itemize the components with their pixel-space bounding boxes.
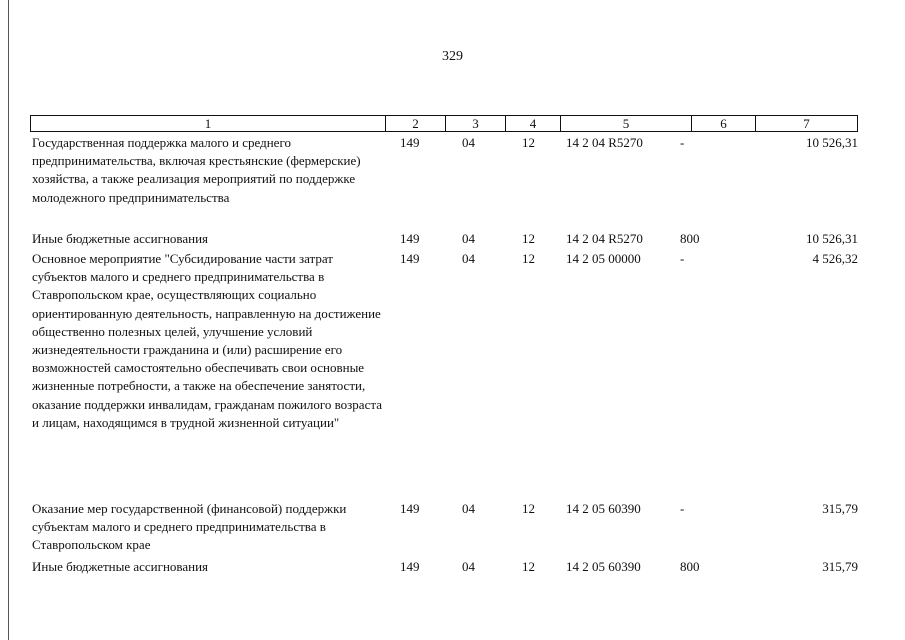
header-col-5: 5 xyxy=(560,116,691,131)
row-name: Оказание мер государственной (финансовой) поддержки субъектам малого и среднего предпринимательства в Ставропольском крае xyxy=(32,501,347,553)
row-name: Государственная поддержка малого и среднего предпринимательства, включая крестьянские (фермерские) хозяйства, а также реализация мероприятий по поддержке молодежного предпринимательства xyxy=(32,135,361,205)
page-number: 329 xyxy=(442,49,463,64)
row-code-5: 14 2 05 60390 xyxy=(566,501,641,516)
row-code-6: - xyxy=(680,501,685,516)
row-name: Основное мероприятие "Субсидирование части затрат субъектов малого и среднего предпринимательства в Ставропольском крае, осуществляющих социально ориентированную деятельность, направленную на достижение общественно полезных целей, улучшение условий жизнедеятельности гражданина и (или) расширение его возможностей самостоятельно обеспечивать свои основные жизненные потребности, а также на обеспечение занятости, оказание поддержки инвалидам, гражданам пожилого возраста и лицам, находящимся в трудной жизненной ситуации" xyxy=(32,251,382,430)
header-col-6: 6 xyxy=(691,116,755,131)
table-header-row xyxy=(30,115,858,132)
row-code-3: 04 xyxy=(462,559,475,574)
row-code-2: 149 xyxy=(400,135,420,150)
row-code-5: 14 2 04 R5270 xyxy=(566,135,643,150)
row-code-4: 12 xyxy=(522,135,535,150)
row-code-5: 14 2 05 60390 xyxy=(566,559,641,574)
row-code-6: - xyxy=(680,251,685,266)
row-amount: 315,79 xyxy=(822,501,858,516)
row-code-4: 12 xyxy=(522,231,535,246)
row-code-5: 14 2 05 00000 xyxy=(566,251,641,266)
row-code-4: 12 xyxy=(522,251,535,266)
row-code-2: 149 xyxy=(400,501,420,516)
row-code-4: 12 xyxy=(522,559,535,574)
row-code-3: 04 xyxy=(462,135,475,150)
header-col-4: 4 xyxy=(505,116,560,131)
row-code-6: 800 xyxy=(680,559,700,574)
row-code-3: 04 xyxy=(462,231,475,246)
row-code-2: 149 xyxy=(400,559,420,574)
page-margin-line xyxy=(8,0,9,640)
row-code-4: 12 xyxy=(522,501,535,516)
row-name: Иные бюджетные ассигнования xyxy=(32,231,209,246)
row-code-6: 800 xyxy=(680,231,700,246)
row-code-5: 14 2 04 R5270 xyxy=(566,231,643,246)
header-col-3: 3 xyxy=(445,116,505,131)
row-amount: 4 526,32 xyxy=(812,251,858,266)
header-col-1: 1 xyxy=(204,116,212,131)
row-code-2: 149 xyxy=(400,251,420,266)
row-name: Иные бюджетные ассигнования xyxy=(32,559,209,574)
row-amount: 315,79 xyxy=(822,559,858,574)
header-col-2: 2 xyxy=(385,116,445,131)
row-code-6: - xyxy=(680,135,685,150)
row-code-2: 149 xyxy=(400,231,420,246)
row-code-3: 04 xyxy=(462,501,475,516)
row-amount: 10 526,31 xyxy=(806,135,858,150)
row-amount: 10 526,31 xyxy=(806,231,858,246)
header-col-7: 7 xyxy=(755,116,857,131)
row-code-3: 04 xyxy=(462,251,475,266)
